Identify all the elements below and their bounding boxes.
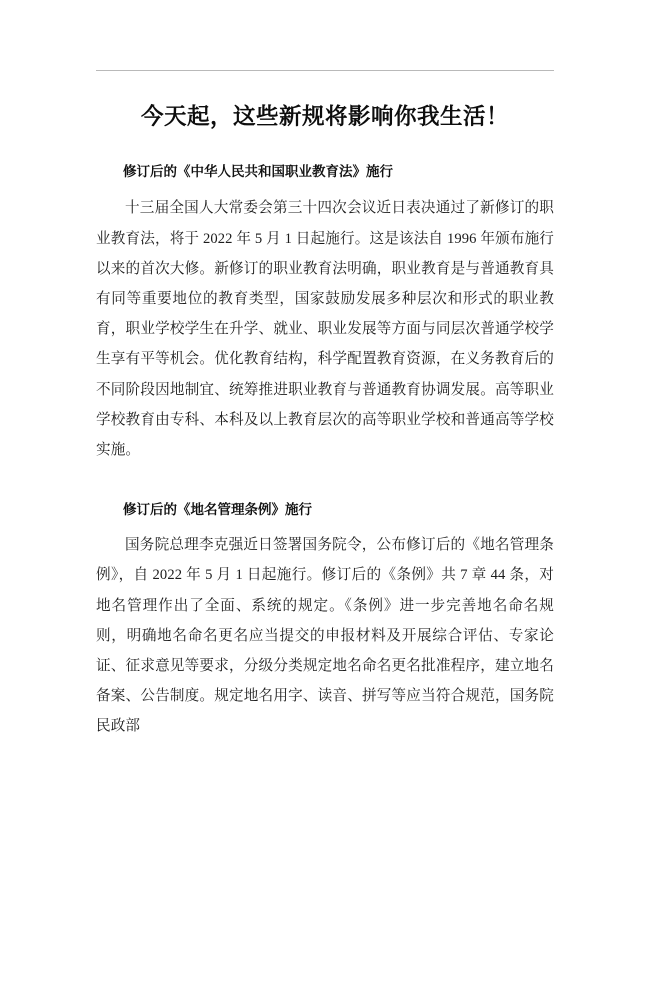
document-section-2 (96, 499, 554, 741)
section-heading-2: 修订后的《地名管理条例》施行 (123, 502, 312, 518)
header-divider (96, 70, 554, 71)
page-title: 今天起，这些新规将影响你我生活！ (140, 104, 509, 129)
document-page (0, 70, 650, 989)
section-heading-1: 修订后的《中华人民共和国职业教育法》施行 (123, 163, 393, 179)
section-paragraph-2: 国务院总理李克强近日签署国务院令，公布修订后的《地名管理条例》，自 2022 年 5 月 1 日起施行。修订后的《条例》共 7 章 44 条，对地名管理作出了全面、系统的规定。《条例》进一步完善地名命名规则，明确地名命名更名应当提交的申报材料及开展综合评估、专家论证、征求意见等要求，分级分类规定地名命名更名批准程序，建立地名备案、公告制度。规定地名用字、读音、拼写等应当符合规范，国务院民政部 (96, 537, 554, 735)
document-section-1 (96, 161, 554, 466)
section-paragraph-1: 十三届全国人大常委会第三十四次会议近日表决通过了新修订的职业教育法，将于 2022 年 5 月 1 日起施行。这是该法自 1996 年颁布施行以来的首次大修。新修订的职业教育法明确，职业教育是与普通教育具有同等重要地位的教育类型，国家鼓励发展多种层次和形式的职业教育，职业学校学生在升学、就业、职业发展等方面与同层次普通学校学生享有平等机会。优化教育结构，科学配置教育资源，在义务教育后的不同阶段因地制宜、统筹推进职业教育与普通教育协调发展。高等职业学校教育由专科、本科及以上教育层次的高等职业学校和普通高等学校实施。 (96, 200, 554, 459)
